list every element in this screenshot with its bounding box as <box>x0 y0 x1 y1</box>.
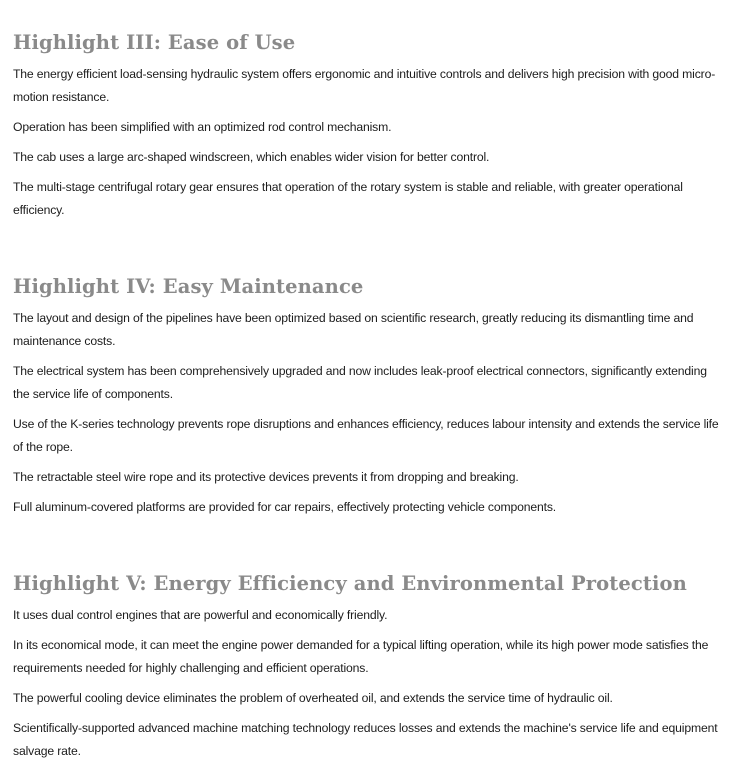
paragraph: Scientifically-supported advanced machine matching technology reduces losses and extends the machine's service life and equipment salvage rate. <box>13 721 718 758</box>
paragraph: The powerful cooling device eliminates the problem of overheated oil, and extends the service time of hydraulic oil. <box>13 691 613 705</box>
paragraph: Use of the K-series technology prevents rope disruptions and enhances efficiency, reduces labour intensity and extends the service life of the rope. <box>13 417 719 454</box>
paragraph: Operation has been simplified with an optimized rod control mechanism. <box>13 120 392 134</box>
paragraph: In its economical mode, it can meet the engine power demanded for a typical lifting operation, while its high power mode satisfies the requirements needed for highly challenging and efficient operations. <box>13 638 709 675</box>
section-heading: Highlight V: Energy Efficiency and Environmental Protection <box>13 572 687 595</box>
paragraph: The electrical system has been comprehensively upgraded and now includes leak-proof electrical connectors, significantly extending the service life of components. <box>13 364 707 401</box>
paragraph: The retractable steel wire rope and its protective devices prevents it from dropping and breaking. <box>13 470 519 484</box>
section-ease-of-use <box>13 30 722 222</box>
paragraph: The energy efficient load-sensing hydraulic system offers ergonomic and intuitive controls and delivers high precision with good micro-motion resistance. <box>13 67 716 104</box>
paragraph: It uses dual control engines that are powerful and economically friendly. <box>13 608 388 622</box>
paragraph: The cab uses a large arc-shaped windscreen, which enables wider vision for better control. <box>13 150 490 164</box>
section-heading: Highlight III: Ease of Use <box>13 31 296 54</box>
section-energy-efficiency <box>13 571 722 763</box>
paragraph: The multi-stage centrifugal rotary gear ensures that operation of the rotary system is stable and reliable, with greater operational efficiency. <box>13 180 683 217</box>
paragraph: Full aluminum-covered platforms are provided for car repairs, effectively protecting vehicle components. <box>13 500 557 514</box>
section-heading: Highlight IV: Easy Maintenance <box>13 275 364 298</box>
paragraph: The layout and design of the pipelines have been optimized based on scientific research, greatly reducing its dismantling time and maintenance costs. <box>13 311 694 348</box>
section-easy-maintenance <box>13 274 722 519</box>
